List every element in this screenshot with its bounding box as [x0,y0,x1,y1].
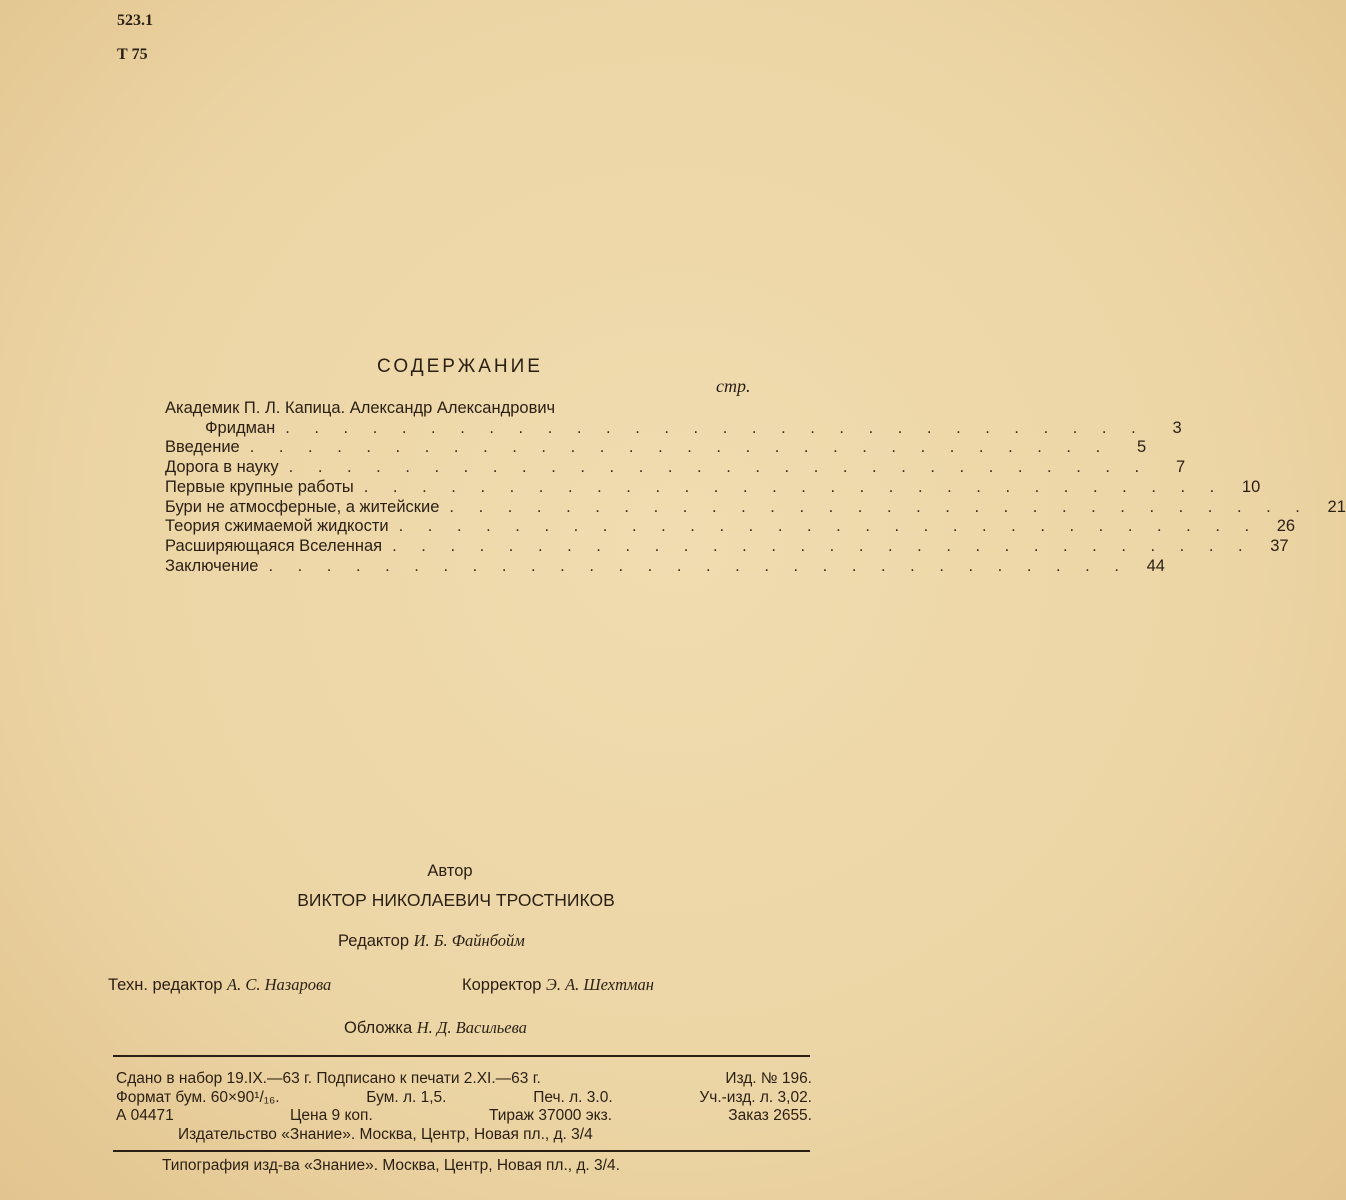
dot-leader: . . . . . . . . . . . . . . . . . . . . . . . . . . . . . . [249,438,1111,457]
author-label: Автор [427,862,473,880]
toc-entry[interactable]: Бури не атмосферные, а житейские . . . . . . . . . . . . . . . . . . . . . . . . . . . . . . 21 [165,497,1346,516]
dot-leader: . . . . . . . . . . . . . . . . . . . . . . . . . . . . . . [449,497,1310,516]
dot-leader: . . . . . . . . . . . . . . . . . . . . . . . . . . . . . . [392,536,1253,555]
author-name: ВИКТОР НИКОЛАЕВИЧ ТРОСТНИКОВ [297,890,615,910]
dot-leader: . . . . . . . . . . . . . . . . . . . . . . . . . . . . . . [288,458,1150,477]
dot-leader: . . . . . . . . . . . . . . . . . . . . . . . . . . . . . . [398,517,1260,536]
toc-entry[interactable]: Теория сжимаемой жидкости . . . . . . . . . . . . . . . . . . . . . . . . . . . . . . 26 [165,517,1296,536]
dot-leader: . . . . . . . . . . . . . . . . . . . . . . . . . . . . . . [285,418,1146,437]
printer-line: Типография изд-ва «Знание». Москва, Центр, Новая пл., д. 3/4. [162,1157,620,1174]
dot-leader: . . . . . . . . . . . . . . . . . . . . . . . . . . . . . . [268,556,1129,575]
imprint-line: А 04471 Цена 9 коп. Тираж 37000 экз. Заказ 2655. [116,1107,812,1124]
toc-entry[interactable]: Первые крупные работы . . . . . . . . . . . . . . . . . . . . . . . . . . . . . . 10 [165,477,1261,496]
proofreader-credit: Корректор Э. А. Шехтман [462,975,654,994]
cover-credit: Обложка Н. Д. Васильева [344,1018,527,1037]
divider [113,1150,810,1152]
page-column-label: стр. [716,376,751,396]
imprint-line: Формат бум. 60×90¹/₁₆. Бум. л. 1,5. Печ. л. 3.0. Уч.-изд. л. 3,02. [116,1088,812,1106]
toc-title: СОДЕРЖАНИЕ [377,356,543,377]
toc-entry[interactable]: Заключение . . . . . . . . . . . . . . . . . . . . . . . . . . . . . . 44 [165,556,1165,575]
toc-entry[interactable]: Расширяющаяся Вселенная . . . . . . . . . . . . . . . . . . . . . . . . . . . . . . 37 [165,536,1289,555]
author-mark: Т 75 [117,46,148,63]
divider [113,1055,810,1057]
imprint-line: Сдано в набор 19.IX.—63 г. Подписано к печати 2.XI.—63 г. Изд. № 196. [116,1070,812,1087]
imprint [116,1070,812,1144]
tech-editor-credit: Техн. редактор А. С. Назарова [108,975,332,994]
editor-credit: Редактор И. Б. Файнбойм [338,931,525,950]
toc-entry[interactable]: Фридман . . . . . . . . . . . . . . . . . . . . . . . . . . . . . . 3 [205,418,1182,437]
publisher-line: Издательство «Знание». Москва, Центр, Новая пл., д. 3/4 [178,1125,593,1143]
toc-entry-line: Академик П. Л. Капица. Александр Александрович [165,399,556,417]
toc-entry[interactable]: Введение . . . . . . . . . . . . . . . . . . . . . . . . . . . . . . 5 [165,438,1147,457]
dot-leader: . . . . . . . . . . . . . . . . . . . . . . . . . . . . . . [363,477,1225,496]
toc-entry[interactable]: Дорога в науку . . . . . . . . . . . . . . . . . . . . . . . . . . . . . . 7 [165,458,1186,477]
udc-code: 523.1 [117,12,153,29]
table-of-contents [165,399,1346,576]
